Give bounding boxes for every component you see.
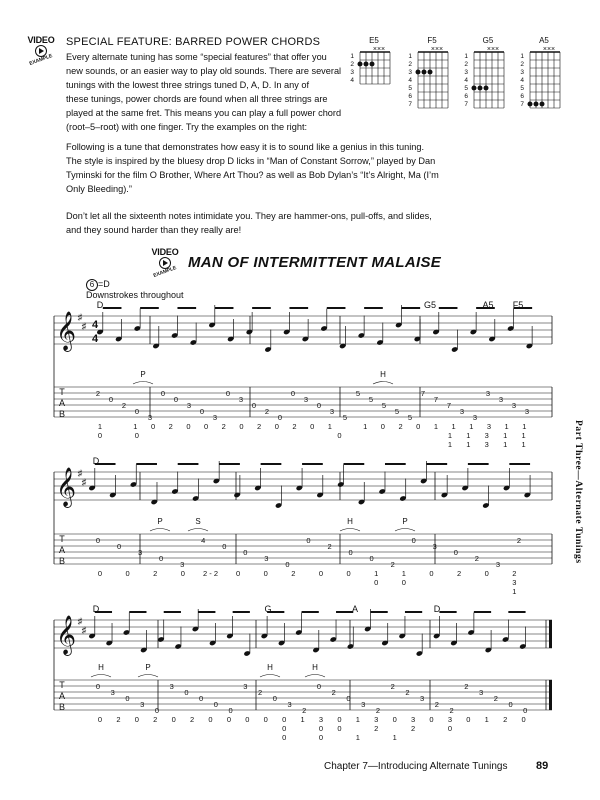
tab-fret-number: 0 xyxy=(290,389,296,398)
rhythm-count: 2 xyxy=(292,422,297,431)
body-line: and they sound harder than they really are! xyxy=(66,225,242,235)
tab-fret-number: 0 xyxy=(243,548,248,557)
tab-fret-number: 2 xyxy=(434,700,439,709)
body-line: Don’t let all the sixteenth notes intimidate you. They are hammer-ons, pull-offs, and slides, xyxy=(66,211,432,221)
slur-arc xyxy=(305,675,325,678)
string-mute-marks: ××× xyxy=(542,46,556,53)
rhythm-count: 0 xyxy=(416,422,421,431)
fret-number: 4 xyxy=(408,77,412,84)
rhythm-count: 0 xyxy=(447,724,453,733)
rhythm-count: 0 xyxy=(274,422,279,431)
tab-fret-number: 2 xyxy=(493,694,498,703)
slur-arc xyxy=(373,382,393,385)
technique-label: H xyxy=(312,663,318,672)
tab-fret-number: 3 xyxy=(212,413,218,422)
rhythm-count: 3 xyxy=(484,431,489,440)
rhythm-count: 2 xyxy=(168,422,173,431)
tab-letter-a: A xyxy=(58,398,66,408)
rhythm-count: 0 xyxy=(466,715,471,724)
tab-fret-number: 0 xyxy=(199,694,204,703)
tab-fret-number: 3 xyxy=(264,554,269,563)
tab-letter-b: B xyxy=(58,409,66,419)
rhythm-count: 0 xyxy=(97,715,103,724)
video-example-badge: VIDEO EXAMPLE xyxy=(151,247,179,279)
tab-letter-a: A xyxy=(58,545,66,555)
rhythm-count: 1 xyxy=(133,422,138,431)
rhythm-count: 0 xyxy=(97,431,103,440)
tab-fret-number: 2 xyxy=(390,560,395,569)
slur-arc xyxy=(340,529,360,532)
fret-number: 1 xyxy=(464,53,468,60)
rhythm-count: 0 xyxy=(239,422,244,431)
tab-fret-number: 2 xyxy=(95,389,101,398)
rhythm-count: 2 xyxy=(398,422,403,431)
technique-label: P xyxy=(157,517,163,526)
rhythm-count: 2 xyxy=(189,715,195,724)
slur-arc xyxy=(395,529,415,532)
part-sidebar-tab xyxy=(569,420,585,595)
chapter-footer: Chapter 7—Introducing Alternate Tunings xyxy=(324,761,508,772)
rhythm-count: 0 xyxy=(310,422,315,431)
rhythm-count: 0 xyxy=(125,569,130,578)
body-line: Only Bleeding).” xyxy=(66,184,132,194)
tab-fret-number: 7 xyxy=(446,401,452,410)
string-mute-marks: ××× xyxy=(486,46,500,53)
rhythm-count: 0 xyxy=(429,715,434,724)
rhythm-count: 1 xyxy=(466,431,471,440)
rhythm-count: 1 xyxy=(374,569,379,578)
intro-line: these tunings, power chords are found when all three strings are xyxy=(66,94,328,104)
tab-fret-number: 3 xyxy=(498,395,504,404)
tab-fret-number: 0 xyxy=(134,407,140,416)
chord-diagram-name: E5 xyxy=(369,36,379,45)
final-barline-thick xyxy=(549,680,552,710)
feature-title: SPECIAL FEATURE: BARRED POWER CHORDS xyxy=(66,36,321,48)
tab-fret-number: 0 xyxy=(154,706,160,715)
tab-fret-number: 3 xyxy=(140,700,145,709)
part-sidebar-label: Part Three—Alternate Tunings xyxy=(573,420,583,564)
rhythm-count: 0 xyxy=(186,422,191,431)
tab-fret-number: 0 xyxy=(95,682,101,691)
slur-arc xyxy=(91,675,111,678)
rhythm-count: 0 xyxy=(134,715,139,724)
tab-letter-t: T xyxy=(59,534,65,544)
rhythm-count: 2 xyxy=(221,422,226,431)
page-number: 89 xyxy=(536,760,549,772)
fret-number: 5 xyxy=(408,85,412,92)
rhythm-count: 0 xyxy=(282,733,287,742)
technique-label: S xyxy=(195,517,201,526)
key-signature-sharp: ♯ xyxy=(81,321,87,331)
rhythm-count: 0 xyxy=(282,724,287,733)
rhythm-count: 1 xyxy=(447,431,453,440)
fret-number: 3 xyxy=(464,69,468,76)
tab-fret-number: 3 xyxy=(110,688,115,697)
fret-number: 3 xyxy=(350,69,354,76)
video-example-badge: VIDEO EXAMPLE xyxy=(27,35,55,67)
string-mute-marks: ××× xyxy=(430,46,444,53)
rhythm-count: 2 - 2 xyxy=(202,569,219,578)
key-signature-sharp: ♯ xyxy=(77,468,83,478)
fret-number: 4 xyxy=(464,77,468,84)
tab-fret-number: 0 xyxy=(184,688,189,697)
tab-fret-number: 3 xyxy=(186,401,192,410)
final-barline-thick xyxy=(549,620,552,648)
tab-fret-number: 7 xyxy=(433,395,439,404)
tab-fret-number: 3 xyxy=(361,700,366,709)
chord-symbol: D xyxy=(96,300,104,310)
rhythm-count: 1 xyxy=(327,422,332,431)
tab-fret-number: 3 xyxy=(495,560,500,569)
intro-line: played at the same fret. This means you can play a full power chord xyxy=(66,108,342,118)
rhythm-count: 0 xyxy=(282,715,287,724)
rhythm-count: 1 xyxy=(451,422,456,431)
tab-fret-number: 0 xyxy=(411,536,416,545)
rhythm-count: 2 xyxy=(153,715,158,724)
chord-symbol: A xyxy=(351,604,359,614)
fret-number: 2 xyxy=(520,61,524,68)
fret-number: 7 xyxy=(408,101,412,108)
rhythm-count: 0 xyxy=(337,724,342,733)
tab-fret-number: 5 xyxy=(407,413,413,422)
rhythm-count: 0 xyxy=(318,569,324,578)
performance-note: Downstrokes throughout xyxy=(86,290,184,300)
rhythm-count: 0 xyxy=(236,569,241,578)
rhythm-count: 2 xyxy=(374,724,379,733)
tab-fret-number: 0 xyxy=(125,694,130,703)
tab-fret-number: 2 xyxy=(264,407,270,416)
rhythm-count: 0 xyxy=(346,569,351,578)
tab-fret-number: 0 xyxy=(108,395,114,404)
tab-fret-number: 0 xyxy=(116,542,122,551)
tab-fret-number: 3 xyxy=(432,542,437,551)
rhythm-count: 1 xyxy=(521,431,526,440)
chord-symbol: G5 xyxy=(423,300,437,310)
technique-label: H xyxy=(267,663,273,672)
tab-fret-number: 0 xyxy=(316,401,322,410)
music-system xyxy=(54,456,552,596)
chord-symbol: F5 xyxy=(512,300,524,310)
music-system xyxy=(54,604,552,742)
rhythm-count: 3 xyxy=(484,440,489,449)
technique-label: H xyxy=(347,517,353,526)
technique-label: H xyxy=(380,370,386,379)
tab-fret-number: 2 xyxy=(121,401,127,410)
tab-fret-number: 5 xyxy=(342,413,348,422)
intro-line: Every alternate tuning has some “special features” that offer you xyxy=(66,52,327,62)
intro-line: tunings with the lowest three strings tuned D, A, D. In any of xyxy=(66,80,310,90)
rhythm-count: 2 xyxy=(291,569,296,578)
tab-fret-number: 0 xyxy=(277,413,283,422)
tab-fret-number: 0 xyxy=(95,536,101,545)
rhythm-count: 0 xyxy=(429,569,434,578)
fret-number: 2 xyxy=(464,61,468,68)
rhythm-count: 2 xyxy=(153,569,158,578)
rhythm-count: 1 xyxy=(469,422,474,431)
tab-fret-number: 0 xyxy=(369,554,374,563)
tab-fret-number: 3 xyxy=(485,389,491,398)
chord-symbol: D xyxy=(433,604,441,614)
slur-arc xyxy=(150,529,170,532)
body-line: Tyminski for the film O Brother, Where Art Thou? as well as Bob Dylan’s “It’s Alright, Ma (I’m xyxy=(66,170,439,180)
tab-letter-t: T xyxy=(59,680,65,690)
slur-arc xyxy=(138,675,158,678)
tab-fret-number: 0 xyxy=(199,407,205,416)
fret-number: 7 xyxy=(464,101,468,108)
music-system xyxy=(54,300,552,449)
string-circle: 6 xyxy=(86,279,98,291)
tab-fret-number: 2 xyxy=(405,688,410,697)
rhythm-count: 0 xyxy=(245,715,250,724)
rhythm-count: 1 xyxy=(363,422,368,431)
fret-number: 2 xyxy=(350,61,354,68)
chord-diagram-name: G5 xyxy=(482,36,494,45)
rhythm-count: 1 xyxy=(355,715,360,724)
tab-fret-number: 2 xyxy=(331,688,336,697)
slur-arc xyxy=(188,529,208,532)
fret-number: 5 xyxy=(520,85,524,92)
fret-number: 2 xyxy=(408,61,412,68)
tab-fret-number: 0 xyxy=(228,706,233,715)
rhythm-count: 1 xyxy=(522,422,527,431)
rhythm-count: 2 xyxy=(457,569,462,578)
rhythm-count: 0 xyxy=(318,724,324,733)
tab-fret-number: 3 xyxy=(524,407,530,416)
treble-clef: 𝄞 xyxy=(55,468,77,506)
rhythm-count: 2 xyxy=(116,715,121,724)
tab-fret-number: 4 xyxy=(201,536,206,545)
tab-fret-number: 0 xyxy=(159,554,164,563)
fret-number: 1 xyxy=(520,53,524,60)
tab-fret-number: 3 xyxy=(459,407,465,416)
tab-fret-number: 0 xyxy=(508,700,513,709)
fret-number: 5 xyxy=(464,85,468,92)
fret-number: 4 xyxy=(520,77,524,84)
rhythm-count: 1 xyxy=(355,733,360,742)
tab-fret-number: 0 xyxy=(251,401,257,410)
rhythm-count: 0 xyxy=(97,569,103,578)
tab-fret-number: 2 xyxy=(390,682,395,691)
rhythm-count: 0 xyxy=(263,715,268,724)
fret-number: 4 xyxy=(350,77,354,84)
tab-fret-number: 2 xyxy=(449,706,454,715)
chord-symbol: G xyxy=(264,604,272,614)
rhythm-count: 0 xyxy=(263,569,268,578)
chord-symbol: A5 xyxy=(482,300,494,310)
rhythm-count: 0 xyxy=(521,715,526,724)
rhythm-count: 1 xyxy=(512,587,517,596)
fret-number: 6 xyxy=(520,93,524,100)
rhythm-count: 1 xyxy=(392,733,397,742)
rhythm-count: 1 xyxy=(521,440,526,449)
rhythm-count: 0 xyxy=(226,715,232,724)
tab-fret-number: 2 xyxy=(302,706,307,715)
rhythm-count: 0 xyxy=(337,715,342,724)
technique-label: P xyxy=(402,517,408,526)
tab-fret-number: 3 xyxy=(303,395,309,404)
rhythm-count: 2 xyxy=(512,569,517,578)
technique-label: P xyxy=(145,663,151,672)
technique-label: H xyxy=(98,663,104,672)
chord-symbol: D xyxy=(92,456,100,466)
rhythm-count: 1 xyxy=(503,431,508,440)
chord-diagram-name: F5 xyxy=(427,36,437,45)
tab-fret-number: 3 xyxy=(138,548,143,557)
tab-fret-number: 0 xyxy=(306,536,311,545)
rhythm-count: 3 xyxy=(447,715,453,724)
tab-letter-b: B xyxy=(58,556,66,566)
rhythm-count: 0 xyxy=(380,422,385,431)
tab-fret-number: 3 xyxy=(238,395,244,404)
treble-clef: 𝄞 xyxy=(55,312,77,350)
tab-fret-number: 0 xyxy=(160,389,166,398)
tab-fret-number: 2 xyxy=(474,554,479,563)
tab-fret-number: 0 xyxy=(346,694,351,703)
rhythm-count: 2 xyxy=(410,724,416,733)
rhythm-count: 3 xyxy=(318,715,324,724)
tab-fret-number: 0 xyxy=(316,682,322,691)
key-signature-sharp: ♯ xyxy=(77,312,83,322)
tab-fret-number: 3 xyxy=(180,560,185,569)
tab-fret-number: 3 xyxy=(478,688,484,697)
chord-diagram-name: A5 xyxy=(539,36,549,45)
rhythm-count: 3 xyxy=(486,422,492,431)
song-title: MAN OF INTERMITTENT MALAISE xyxy=(188,254,442,271)
rhythm-count: 0 xyxy=(180,569,185,578)
tab-fret-number: 2 xyxy=(375,706,381,715)
fret-number: 7 xyxy=(520,101,524,108)
fret-number: 3 xyxy=(408,69,412,76)
fret-number: 1 xyxy=(350,53,354,60)
rhythm-count: 1 xyxy=(97,422,103,431)
fret-number: 6 xyxy=(408,93,412,100)
tab-fret-number: 0 xyxy=(523,706,528,715)
tab-fret-number: 5 xyxy=(381,401,387,410)
tab-letter-b: B xyxy=(58,702,66,712)
rhythm-count: 0 xyxy=(171,715,176,724)
intro-line: new sounds, or an easier way to play old sounds. There are several xyxy=(66,66,342,76)
tab-fret-number: 2 xyxy=(516,536,522,545)
rhythm-count: 0 xyxy=(208,715,213,724)
rhythm-count: 1 xyxy=(503,440,508,449)
tab-fret-number: 3 xyxy=(511,401,517,410)
rhythm-count: 1 xyxy=(484,715,489,724)
tab-fret-number: 5 xyxy=(355,389,361,398)
tab-letter-t: T xyxy=(59,387,65,397)
tuning-note: 6 =D xyxy=(86,279,110,291)
rhythm-count: 0 xyxy=(134,431,139,440)
tab-fret-number: 5 xyxy=(368,395,374,404)
tab-fret-number: 3 xyxy=(472,413,478,422)
rhythm-count: 1 xyxy=(401,569,406,578)
chord-symbol: D xyxy=(92,604,100,614)
rhythm-count: 0 xyxy=(150,422,156,431)
rhythm-count: 1 xyxy=(447,440,453,449)
rhythm-count: 1 xyxy=(466,440,471,449)
rhythm-count: 2 xyxy=(257,422,262,431)
tab-letter-a: A xyxy=(58,691,66,701)
technique-label: P xyxy=(140,370,146,379)
body-line: The style is inspired by the bluesy drop D licks in “Man of Constant Sorrow,” played by Dan xyxy=(66,156,436,166)
key-signature-sharp: ♯ xyxy=(81,625,87,635)
tab-fret-number: 0 xyxy=(213,700,218,709)
tab-fret-number: 3 xyxy=(329,407,335,416)
tab-fret-number: 0 xyxy=(222,542,227,551)
tab-fret-number: 2 xyxy=(327,542,332,551)
rhythm-count: 0 xyxy=(401,578,406,587)
tab-fret-number: 0 xyxy=(285,560,290,569)
tab-fret-number: 3 xyxy=(243,682,248,691)
body-line: Following is a tune that demonstrates how easy it is to sound like a genius in this tuning. xyxy=(66,142,425,152)
tab-fret-number: 3 xyxy=(147,413,153,422)
rhythm-count: 3 xyxy=(374,715,379,724)
tab-fret-number: 0 xyxy=(272,694,277,703)
tab-fret-number: 7 xyxy=(420,389,426,398)
rhythm-count: 0 xyxy=(318,733,324,742)
tab-fret-number: 3 xyxy=(169,682,174,691)
fret-number: 6 xyxy=(464,93,468,100)
rhythm-count: 0 xyxy=(484,569,489,578)
string-mute-marks: ××× xyxy=(372,46,386,53)
rhythm-count: 3 xyxy=(512,578,517,587)
fret-number: 1 xyxy=(408,53,412,60)
tab-fret-number: 0 xyxy=(348,548,353,557)
slur-arc xyxy=(133,382,153,385)
key-signature-sharp: ♯ xyxy=(77,616,83,626)
rhythm-count: 1 xyxy=(300,715,305,724)
slur-arc xyxy=(260,675,280,678)
tab-fret-number: 0 xyxy=(453,548,458,557)
rhythm-count: 2 xyxy=(503,715,508,724)
intro-line: (root–5–root) with one finger. Try the examples on the right: xyxy=(66,122,308,132)
treble-clef: 𝄞 xyxy=(55,616,77,654)
tab-fret-number: 0 xyxy=(173,395,179,404)
rhythm-count: 0 xyxy=(392,715,397,724)
rhythm-count: 0 xyxy=(337,431,342,440)
tab-fret-number: 3 xyxy=(420,694,425,703)
tab-fret-number: 3 xyxy=(287,700,292,709)
tab-fret-number: 2 xyxy=(464,682,469,691)
key-signature-sharp: ♯ xyxy=(81,477,87,487)
tab-fret-number: 2 xyxy=(257,688,263,697)
rhythm-count: 0 xyxy=(203,422,209,431)
rhythm-count: 3 xyxy=(410,715,416,724)
rhythm-count: 1 xyxy=(433,422,439,431)
rhythm-count: 1 xyxy=(504,422,509,431)
tab-fret-number: 5 xyxy=(394,407,400,416)
rhythm-count: 0 xyxy=(374,578,379,587)
tab-fret-number: 0 xyxy=(225,389,231,398)
time-signature-bottom: 4 xyxy=(91,333,99,345)
fret-number: 3 xyxy=(520,69,524,76)
time-signature-top: 4 xyxy=(91,319,99,331)
